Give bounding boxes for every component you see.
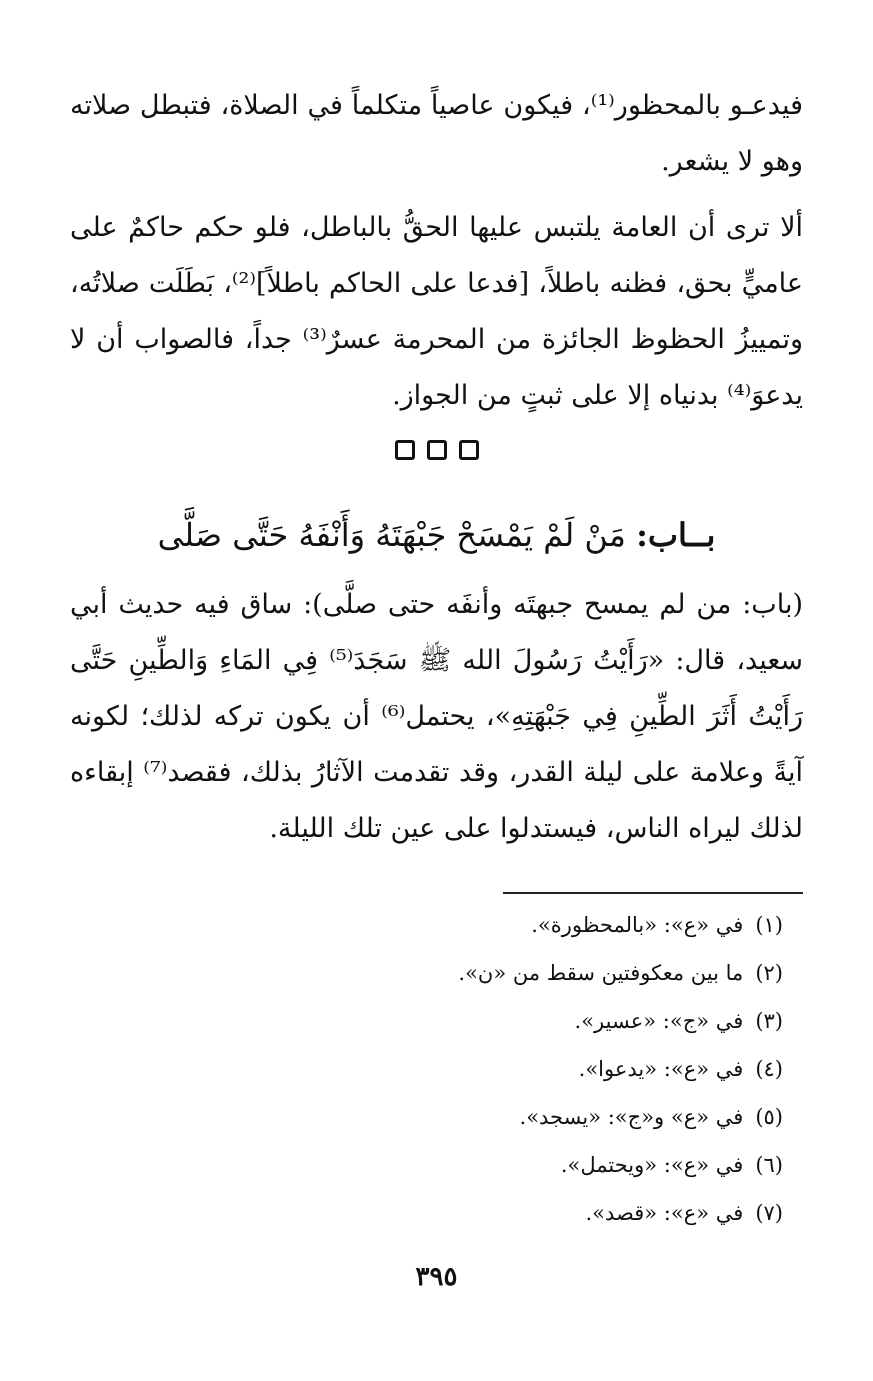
footnote-item bbox=[70, 955, 783, 1003]
footnote-number: (٥) bbox=[755, 1105, 783, 1129]
footnote-text: في «ع»: «قصد». bbox=[585, 1201, 744, 1225]
footnote-divider bbox=[503, 892, 803, 894]
chapter-heading bbox=[70, 505, 803, 565]
footnote-text: في «ج»: «عسير». bbox=[574, 1009, 744, 1033]
body-paragraph-2: ألا ترى أن العامة يلتبس عليها الحقُّ بالباطل، فلو حكم حاكمٌ على عاميٍّ بحق، فظنه باطلاً، [فدعا على الحاكم باطلاً]⁽²⁾، بَطَلَت صلاتُه، وتمييزُ الحظوظ الجائزة من المحرمة عسرٌ⁽³⁾ جداً، فالصواب أن لا يدعوَ⁽⁴⁾ بدنياه إلا على ثبتٍ من الجواز. bbox=[70, 212, 803, 411]
footnote-item bbox=[70, 1195, 783, 1243]
chapter-label: بــاب: bbox=[636, 516, 716, 554]
footnote-number: (٤) bbox=[755, 1057, 783, 1081]
footnote-item bbox=[70, 1003, 783, 1051]
footnote-number: (٦) bbox=[755, 1153, 783, 1177]
footnote-number: (١) bbox=[755, 913, 783, 937]
body-paragraph-1: فيدعـو بالمحظور⁽¹⁾، فيكون عاصياً متكلماً في الصلاة، فتبطل صلاته وهو لا يشعر. bbox=[70, 90, 803, 177]
footnote-item bbox=[70, 1147, 783, 1195]
section-separator bbox=[70, 440, 803, 460]
square-ornament-icon bbox=[459, 440, 479, 460]
footnote-number: (٧) bbox=[755, 1201, 783, 1225]
square-ornament-icon bbox=[395, 440, 415, 460]
footnote-text: في «ع» و«ج»: «يسجد». bbox=[519, 1105, 744, 1129]
footnote-item bbox=[70, 1099, 783, 1147]
body-paragraph-3: (باب: من لم يمسح جبهتَه وأنفَه حتى صلَّى): ساق فيه حديث أبي سعيد، قال: «رَأَيْتُ رَسُولَ الله ﷺ سَجَدَ⁽⁵⁾ فِي المَاءِ وَالطِّينِ حَتَّى رَأَيْتُ أَثَرَ الطِّينِ فِي جَبْهَتِهِ»، يحتمل⁽⁶⁾ أن يكون تركه لذلك؛ لكونه آيةً وعلامة على ليلة القدر، وقد تقدمت الآثارُ بذلك، فقصد⁽⁷⁾ إبقاءه لذلك ليراه الناس، فيستدلوا على عين تلك الليلة. bbox=[70, 589, 803, 844]
footnotes-list bbox=[70, 907, 783, 1243]
footnote-text: في «ع»: «يدعوا». bbox=[578, 1057, 744, 1081]
footnote-number: (٣) bbox=[755, 1009, 783, 1033]
footnote-number: (٢) bbox=[755, 961, 783, 985]
footnote-text: ما بين معكوفتين سقط من «ن». bbox=[458, 961, 744, 985]
page-number: ٣٩٥ bbox=[415, 1262, 458, 1292]
footnote-item bbox=[70, 907, 783, 955]
square-ornament-icon bbox=[427, 440, 447, 460]
footnote-text: في «ع»: «بالمحظورة». bbox=[531, 913, 744, 937]
chapter-title: مَنْ لَمْ يَمْسَحْ جَبْهَتَهُ وَأَنْفَهُ حَتَّى صَلَّى bbox=[157, 516, 626, 554]
book-page bbox=[70, 0, 803, 1381]
footnote-item bbox=[70, 1051, 783, 1099]
footnote-text: في «ع»: «ويحتمل». bbox=[560, 1153, 744, 1177]
